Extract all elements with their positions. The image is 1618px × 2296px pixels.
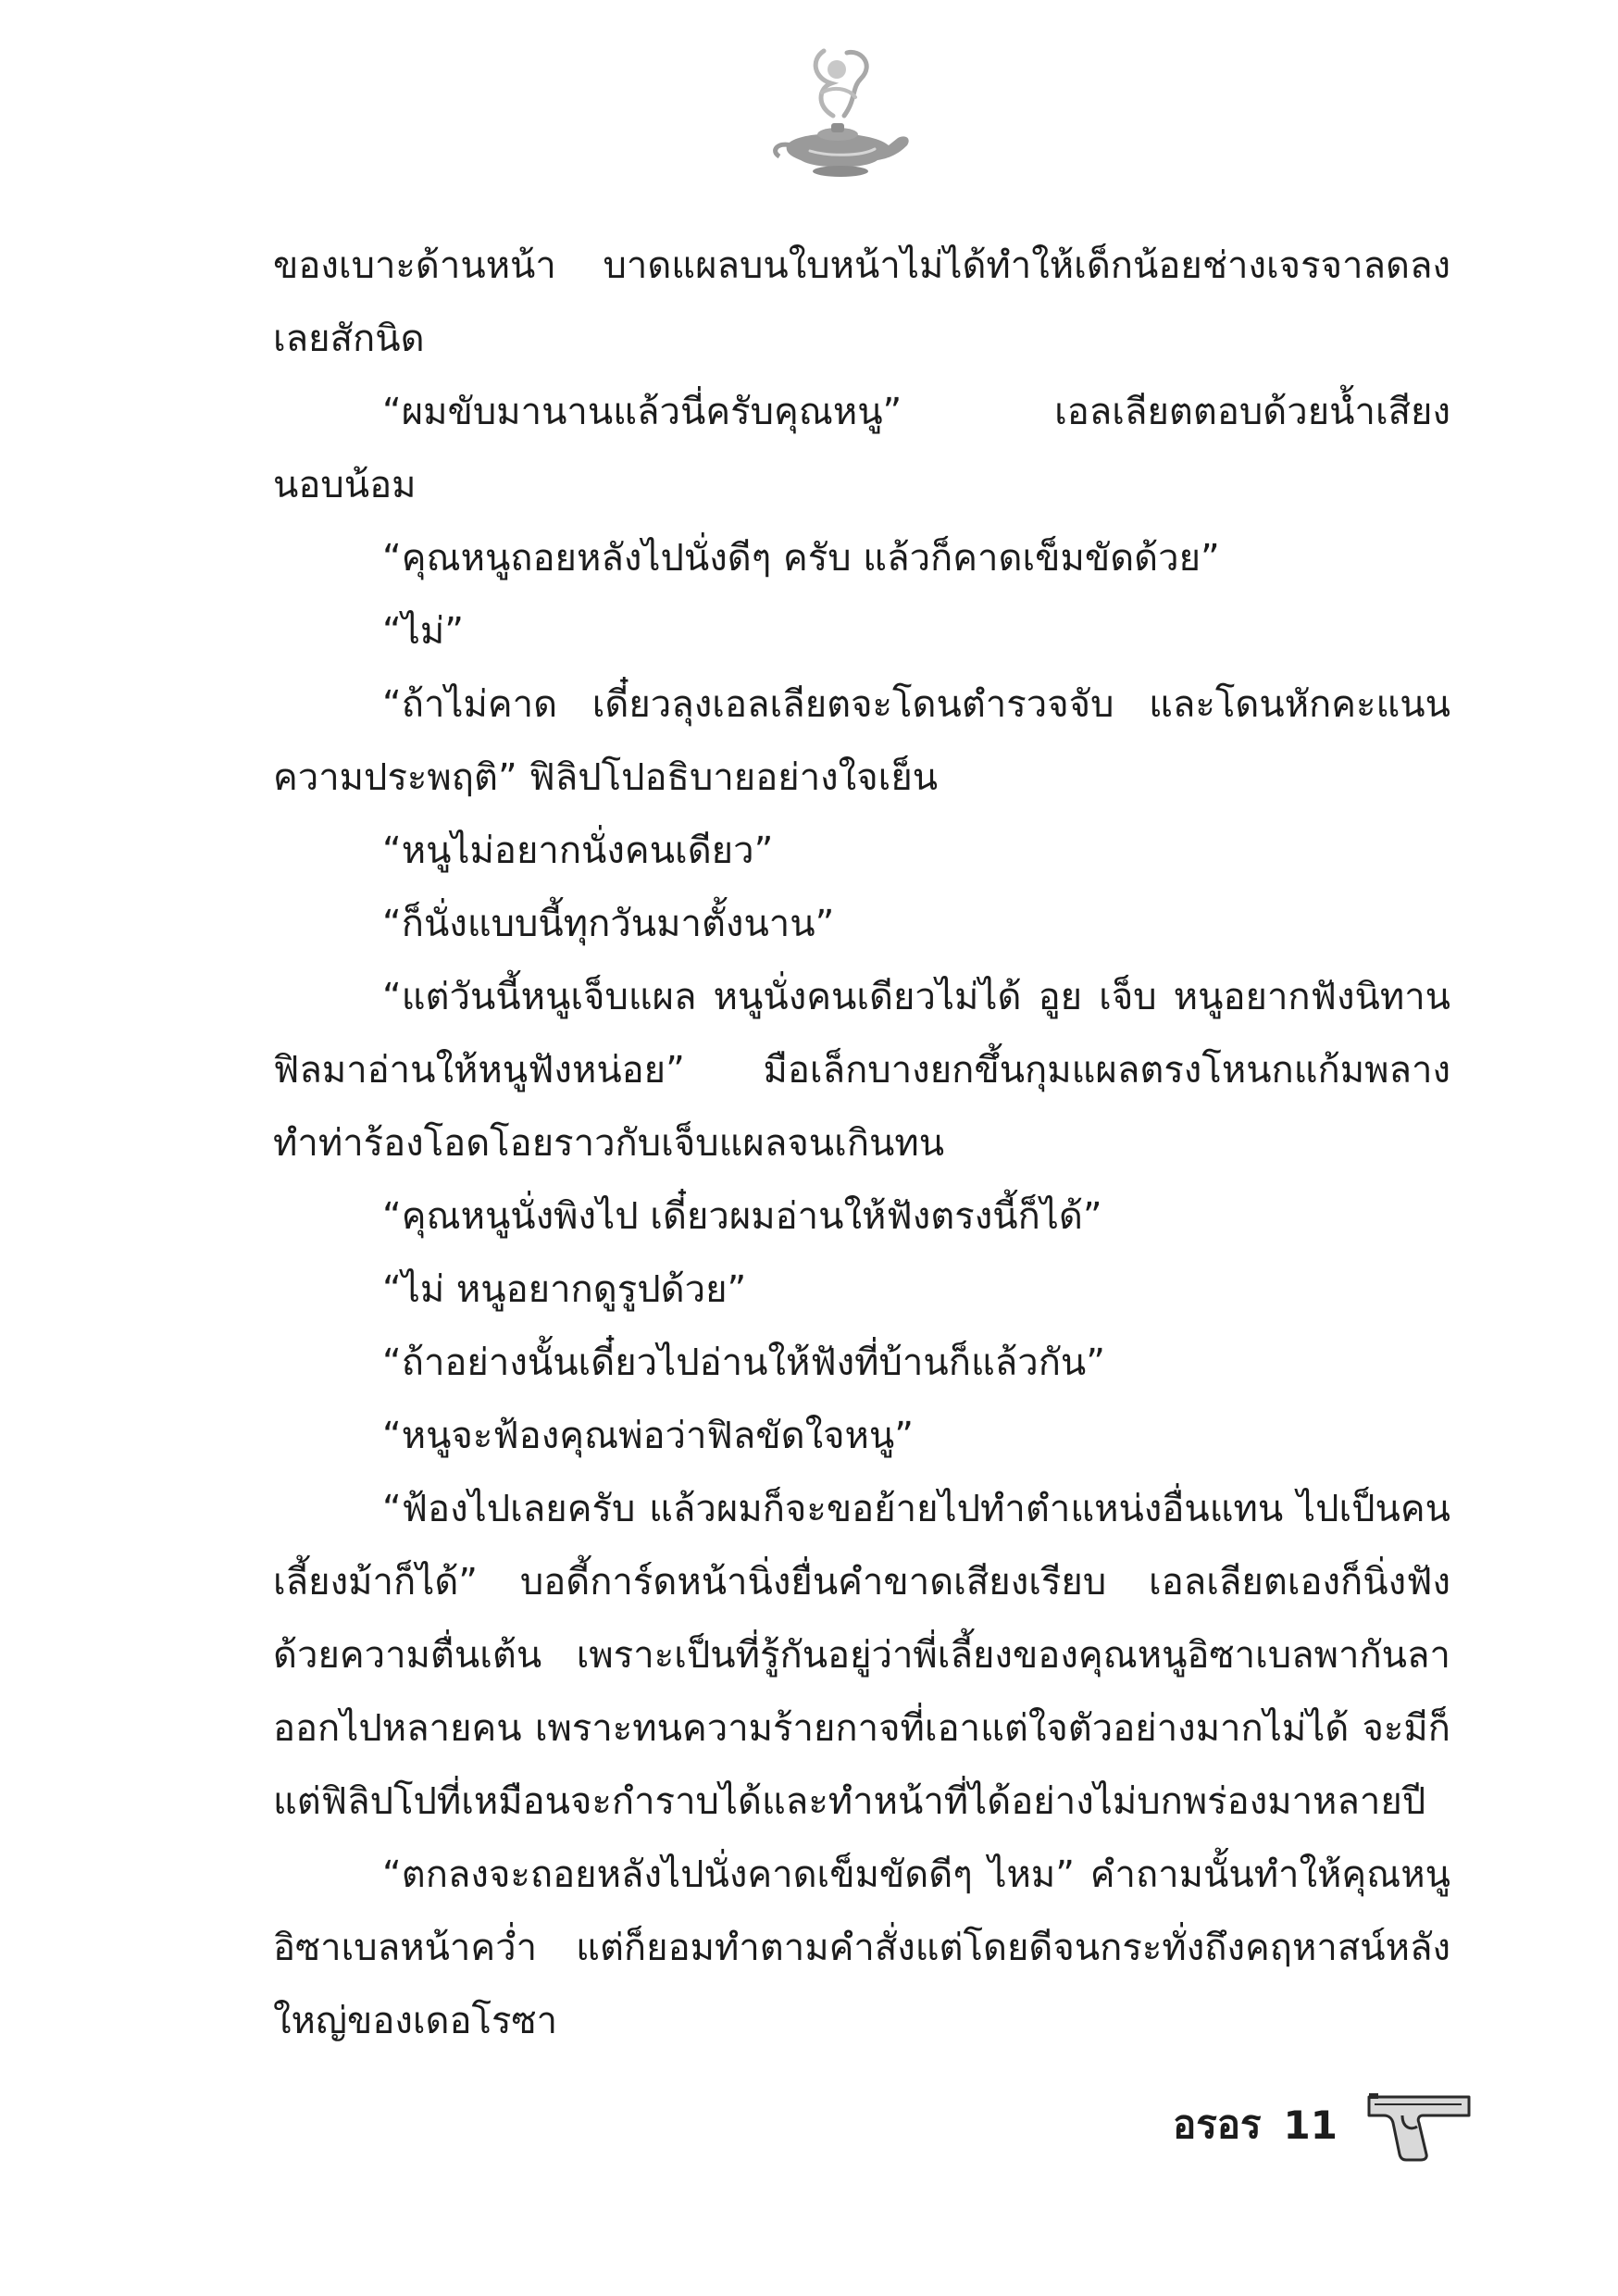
paragraph: ของเบาะด้านหน้า บาดแผลบนใบหน้าไม่ได้ทำให้เด็กน้อยช่างเจรจาลดลงเลยสักนิด	[273, 244, 1450, 360]
author-name: อรอร	[1172, 2102, 1262, 2147]
paragraph: “ไม่ หนูอยากดูรูปด้วย”	[382, 1268, 747, 1311]
genie-lamp-icon	[759, 42, 916, 199]
paragraph: “หนูไม่อยากนั่งคนเดียว”	[382, 830, 774, 872]
paragraph: “คุณหนูถอยหลังไปนั่งดีๆ ครับ แล้วก็คาดเข็มขัดด้วย”	[382, 537, 1220, 580]
paragraph: “ตกลงจะถอยหลังไปนั่งคาดเข็มขัดดีๆ ไหม” คำถามนั้นทำให้คุณหนูอิซาเบลหน้าคว่ำ แต่ก็ยอมทำตามคำสั่งแต่โดยดีจนกระทั่งถึงคฤหาสน์หลังใหญ่ของเดอโรซา	[273, 1853, 1450, 2042]
paragraph: “ไม่”	[382, 610, 464, 653]
paragraph: “ฟ้องไปเลยครับ แล้วผมก็จะขอย้ายไปทำตำแหน่งอื่นแทน ไปเป็นคนเลี้ยงม้าก็ได้” บอดี้การ์ดหน้านิ่งยื่นคำขาดเสียงเรียบ เอลเลียตเองก็นิ่งฟังด้วยความตื่นเต้น เพราะเป็นที่รู้กันอยู่ว่าพี่เลี้ยงของคุณหนูอิซาเบลพากันลาออกไปหลายคน เพราะทนความร้ายกาจที่เอาแต่ใจตัวอย่างมากไม่ได้ จะมีก็แต่ฟิลิปโปที่เหมือนจะกำราบได้และทำหน้าที่ได้อย่างไม่บกพร่องมาหลายปี	[273, 1488, 1450, 1823]
story-body	[273, 230, 1450, 2058]
page-number: 11	[1283, 2102, 1338, 2148]
paragraph: “ผมขับมานานแล้วนี่ครับคุณหนู” เอลเลียตตอบด้วยน้ำเสียงนอบน้อม	[273, 391, 1450, 506]
paragraph: “คุณหนูนั่งพิงไป เดี๋ยวผมอ่านให้ฟังตรงนี้ก็ได้”	[382, 1195, 1102, 1238]
paragraph: “หนูจะฟ้องคุณพ่อว่าฟิลขัดใจหนู”	[382, 1415, 914, 1457]
paragraph: “ถ้าไม่คาด เดี๋ยวลุงเอลเลียตจะโดนตำรวจจับ และโดนหักคะแนนความประพฤติ” ฟิลิปโปอธิบายอย่างใจเย็น	[273, 683, 1450, 799]
paragraph: “ถ้าอย่างนั้นเดี๋ยวไปอ่านให้ฟังที่บ้านก็แล้วกัน”	[382, 1341, 1105, 1384]
page-footer	[1173, 2069, 1475, 2180]
paragraph: “ก็นั่งแบบนี้ทุกวันมาตั้งนาน”	[382, 903, 835, 945]
pistol-icon	[1365, 2088, 1475, 2162]
paragraph: “แต่วันนี้หนูเจ็บแผล หนูนั่งคนเดียวไม่ได้ อูย เจ็บ หนูอยากฟังนิทาน ฟิลมาอ่านให้หนูฟังหน่อย” มือเล็กบางยกขึ้นกุมแผลตรงโหนกแก้มพลางทำท่าร้องโอดโอยราวกับเจ็บแผลจนเกินทน	[273, 976, 1450, 1165]
